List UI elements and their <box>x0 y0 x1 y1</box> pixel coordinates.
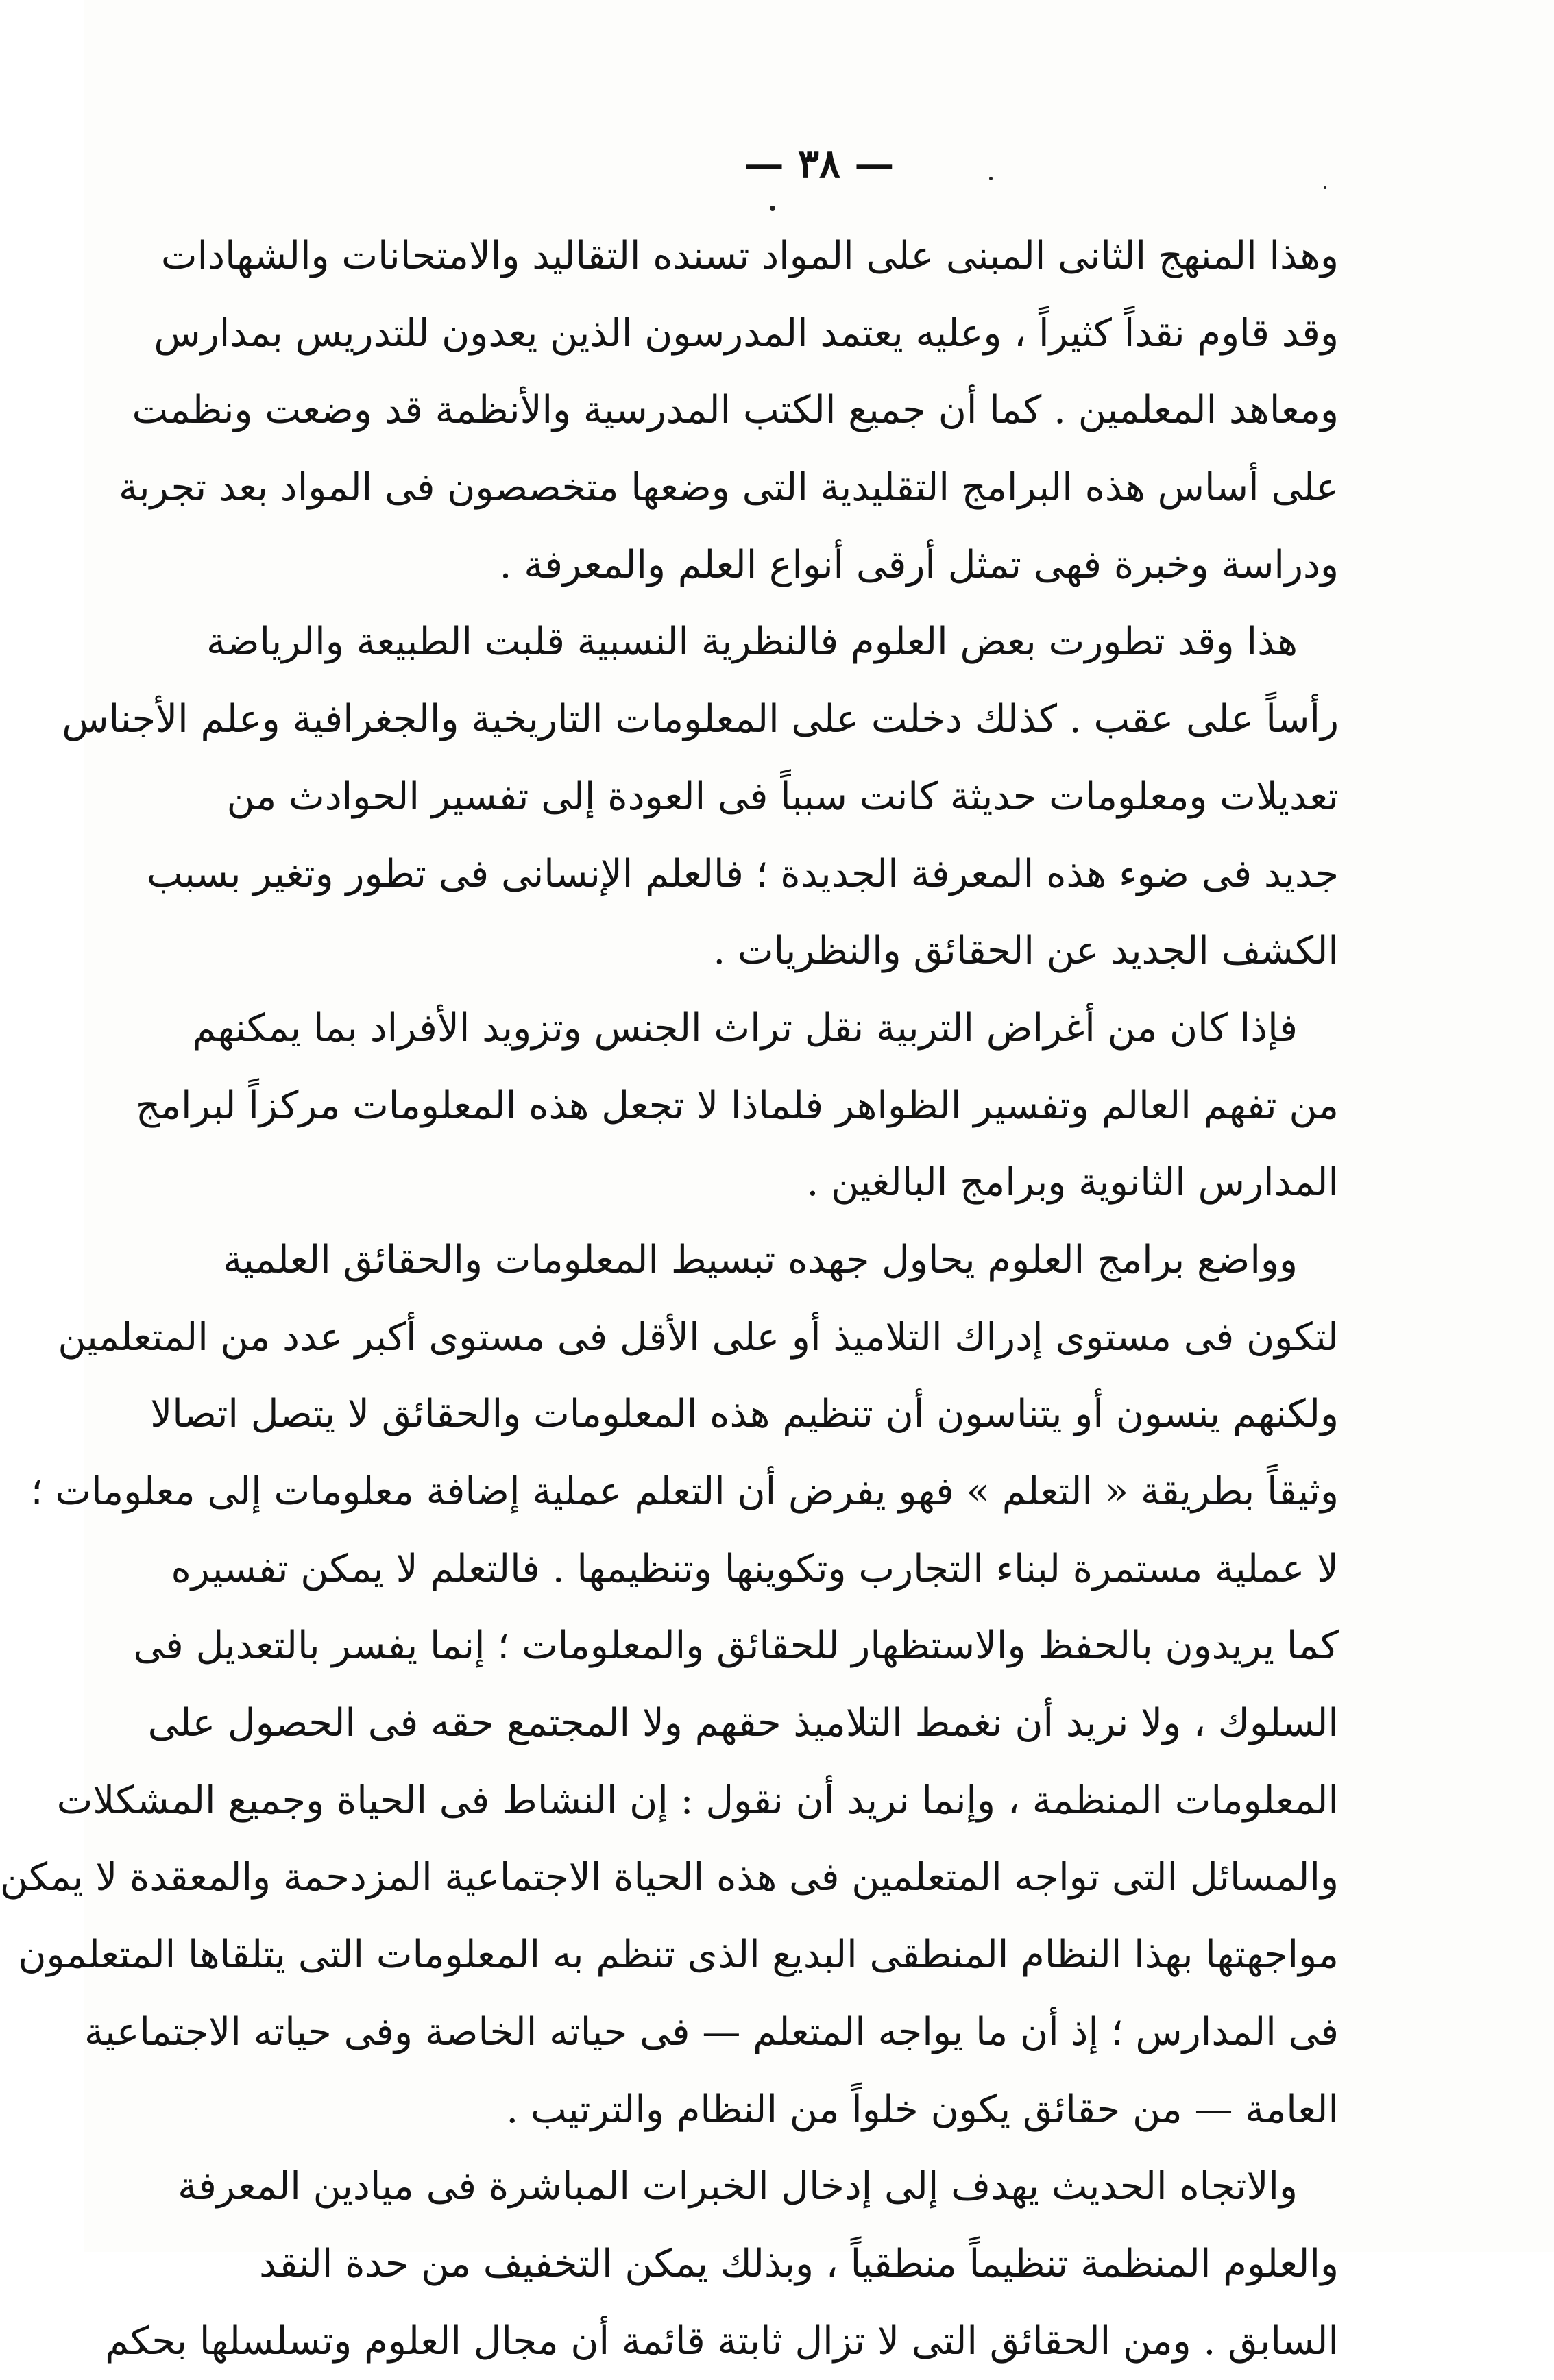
paragraph <box>118 218 1339 604</box>
ink-speck <box>989 177 993 180</box>
text-line: فإذا كان من أغراض التربية نقل تراث الجنس وتزويد الأفراد بما يمكنهم <box>192 1005 1298 1051</box>
text-line: من تفهم العالم وتفسير الظواهر فلماذا لا تجعل هذه المعلومات مركزاً لبرامج <box>135 1083 1339 1128</box>
text-line: وواضع برامج العلوم يحاول جهده تبسيط المعلومات والحقائق العلمية <box>223 1237 1298 1282</box>
text-line: ومعاهد المعلمين . كما أن جميع الكتب المدرسية والأنظمة قد وضعت ونظمت <box>132 388 1339 433</box>
text-line: رأساً على عقب . كذلك دخلت على المعلومات التاريخية والجغرافية وعلم الأجناس <box>62 697 1339 742</box>
text-line: الكشف الجديد عن الحقائق والنظريات . <box>713 929 1339 974</box>
text-line: تعديلات ومعلومات حديثة كانت سبباً فى العودة إلى تفسير الحوادث من <box>226 774 1339 819</box>
text-line: العامة — من حقائق يكون خلواً من النظام والترتيب . <box>506 2087 1339 2132</box>
body-text <box>0 218 1339 2380</box>
ink-speck <box>770 206 775 211</box>
text-line: كما يريدون بالحفظ والاستظهار للحقائق والمعلومات ؛ إنما يفسر بالتعديل فى <box>133 1623 1339 1669</box>
paragraph <box>0 1222 1339 2148</box>
ink-speck <box>1324 186 1326 189</box>
text-line: المدارس الثانوية وبرامج البالغين . <box>806 1160 1339 1205</box>
text-line: وهذا المنهج الثانى المبنى على المواد تسنده التقاليد والامتحانات والشهادات <box>160 234 1339 278</box>
text-line: السلوك ، ولا نريد أن نغمط التلاميذ حقهم ولا المجتمع حقه فى الحصول على <box>147 1701 1339 1746</box>
text-line: ودراسة وخبرة فهى تمثل أرقى أنواع العلم والمعرفة . <box>499 542 1339 587</box>
text-line: السابق . ومن الحقائق التى لا تزال ثابتة قائمة أن مجال العلوم وتسلسلها بحكم <box>105 2318 1339 2364</box>
text-line: والمسائل التى تواجه المتعلمين فى هذه الحياة الاجتماعية المزدحمة والمعقدة لا يمكن <box>0 1855 1339 1900</box>
text-line: هذا وقد تطورت بعض العلوم فالنظرية النسبية قلبت الطبيعة والرياضة <box>206 619 1298 665</box>
paragraph <box>135 990 1339 1222</box>
text-line: جديد فى ضوء هذه المعرفة الجديدة ؛ فالعلم الإنسانى فى تطور وتغير بسبب <box>146 851 1339 896</box>
page-number: — ٣٨ — <box>744 140 895 187</box>
text-line: لا عملية مستمرة لبناء التجارب وتكوينها وتنظيمها . فالتعلم لا يمكن تفسيره <box>171 1546 1339 1591</box>
paragraph <box>62 604 1339 990</box>
text-line: المعلومات المنظمة ، وإنما نريد أن نقول : إن النشاط فى الحياة وجميع المشكلات <box>56 1778 1339 1823</box>
text-line: والاتجاه الحديث يهدف إلى إدخال الخبرات المباشرة فى ميادين المعرفة <box>178 2164 1298 2209</box>
text-line: مواجهتها بهذا النظام المنطقى البديع الذى تنظم به المعلومات التى يتلقاها المتعلمون <box>18 1933 1339 1978</box>
text-line: فى المدارس ؛ إذ أن ما يواجه المتعلم — فى حياته الخاصة وفى حياته الاجتماعية <box>84 2009 1339 2054</box>
text-line: ولكنهم ينسون أو يتناسون أن تنظيم هذه المعلومات والحقائق لا يتصل اتصالا <box>150 1392 1339 1437</box>
text-line: والعلوم المنظمة تنظيماً منطقياً ، وبذلك يمكن التخفيف من حدة النقد <box>259 2241 1339 2286</box>
text-line: لتكون فى مستوى إدراك التلاميذ أو على الأقل فى مستوى أكبر عدد من المتعلمين <box>58 1314 1339 1360</box>
text-line: وثيقاً بطريقة « التعلم » فهو يفرض أن التعلم عملية إضافة معلومات إلى معلومات ؛ <box>30 1469 1339 1514</box>
paragraph <box>105 2148 1339 2380</box>
text-line: على أساس هذه البرامج التقليدية التى وضعها متخصصون فى المواد بعد تجربة <box>118 465 1339 511</box>
text-line: وقد قاوم نقداً كثيراً ، وعليه يعتمد المدرسون الذين يعدون للتدريس بمدارس <box>154 310 1339 356</box>
